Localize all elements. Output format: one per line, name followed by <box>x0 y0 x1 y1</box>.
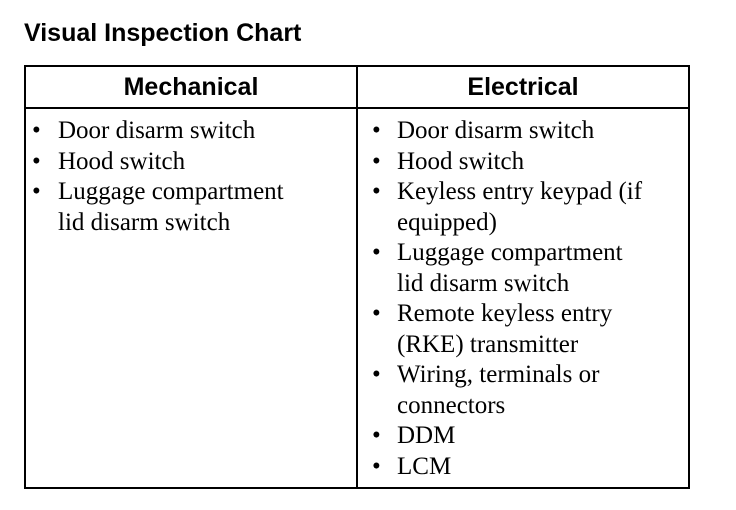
bullet-icon: • <box>372 422 381 449</box>
list-item-text: lid disarm switch <box>397 269 570 297</box>
list-item <box>358 299 688 360</box>
bullet-icon: • <box>372 117 381 144</box>
list-item-text: connectors <box>397 391 506 419</box>
list-item <box>358 116 688 147</box>
bullet-icon: • <box>372 178 381 205</box>
list-item-text: equipped) <box>397 208 497 236</box>
bullet-icon: • <box>372 361 381 388</box>
bullet-icon: • <box>32 117 41 144</box>
list-item-text: Wiring, terminals or <box>397 361 600 388</box>
electrical-column <box>358 109 688 487</box>
list-item <box>26 177 356 238</box>
list-item <box>358 177 688 238</box>
list-item-text: Door disarm switch <box>58 117 256 144</box>
mechanical-column <box>26 109 358 487</box>
list-item <box>358 421 688 452</box>
list-item <box>358 147 688 178</box>
bullet-icon: • <box>372 300 381 327</box>
list-item <box>358 452 688 483</box>
list-item-text: Remote keyless entry <box>397 300 613 327</box>
bullet-icon: • <box>372 147 381 175</box>
list-item-text: DDM <box>397 422 456 449</box>
list-item-text: Hood switch <box>58 147 186 175</box>
list-item <box>358 360 688 421</box>
list-item <box>26 116 356 147</box>
bullet-icon: • <box>372 452 381 480</box>
inspection-table <box>24 65 690 489</box>
list-item-text: (RKE) transmitter <box>397 330 579 358</box>
bullet-icon: • <box>32 147 41 175</box>
list-item-text: Keyless entry keypad (if <box>397 178 643 205</box>
mechanical-list <box>26 116 356 238</box>
list-item-text: Luggage compartment <box>58 178 284 205</box>
electrical-header: Electrical <box>358 67 688 109</box>
list-item-text: lid disarm switch <box>58 208 231 236</box>
list-item-text: Door disarm switch <box>397 117 595 144</box>
chart-title: Visual Inspection Chart <box>24 19 302 47</box>
bullet-icon: • <box>32 178 41 205</box>
list-item <box>358 238 688 299</box>
list-item-text: LCM <box>397 452 452 480</box>
list-item-text: Luggage compartment <box>397 239 623 266</box>
electrical-list <box>358 116 688 482</box>
list-item <box>26 147 356 178</box>
mechanical-header: Mechanical <box>26 67 358 109</box>
list-item-text: Hood switch <box>397 147 525 175</box>
bullet-icon: • <box>372 239 381 266</box>
